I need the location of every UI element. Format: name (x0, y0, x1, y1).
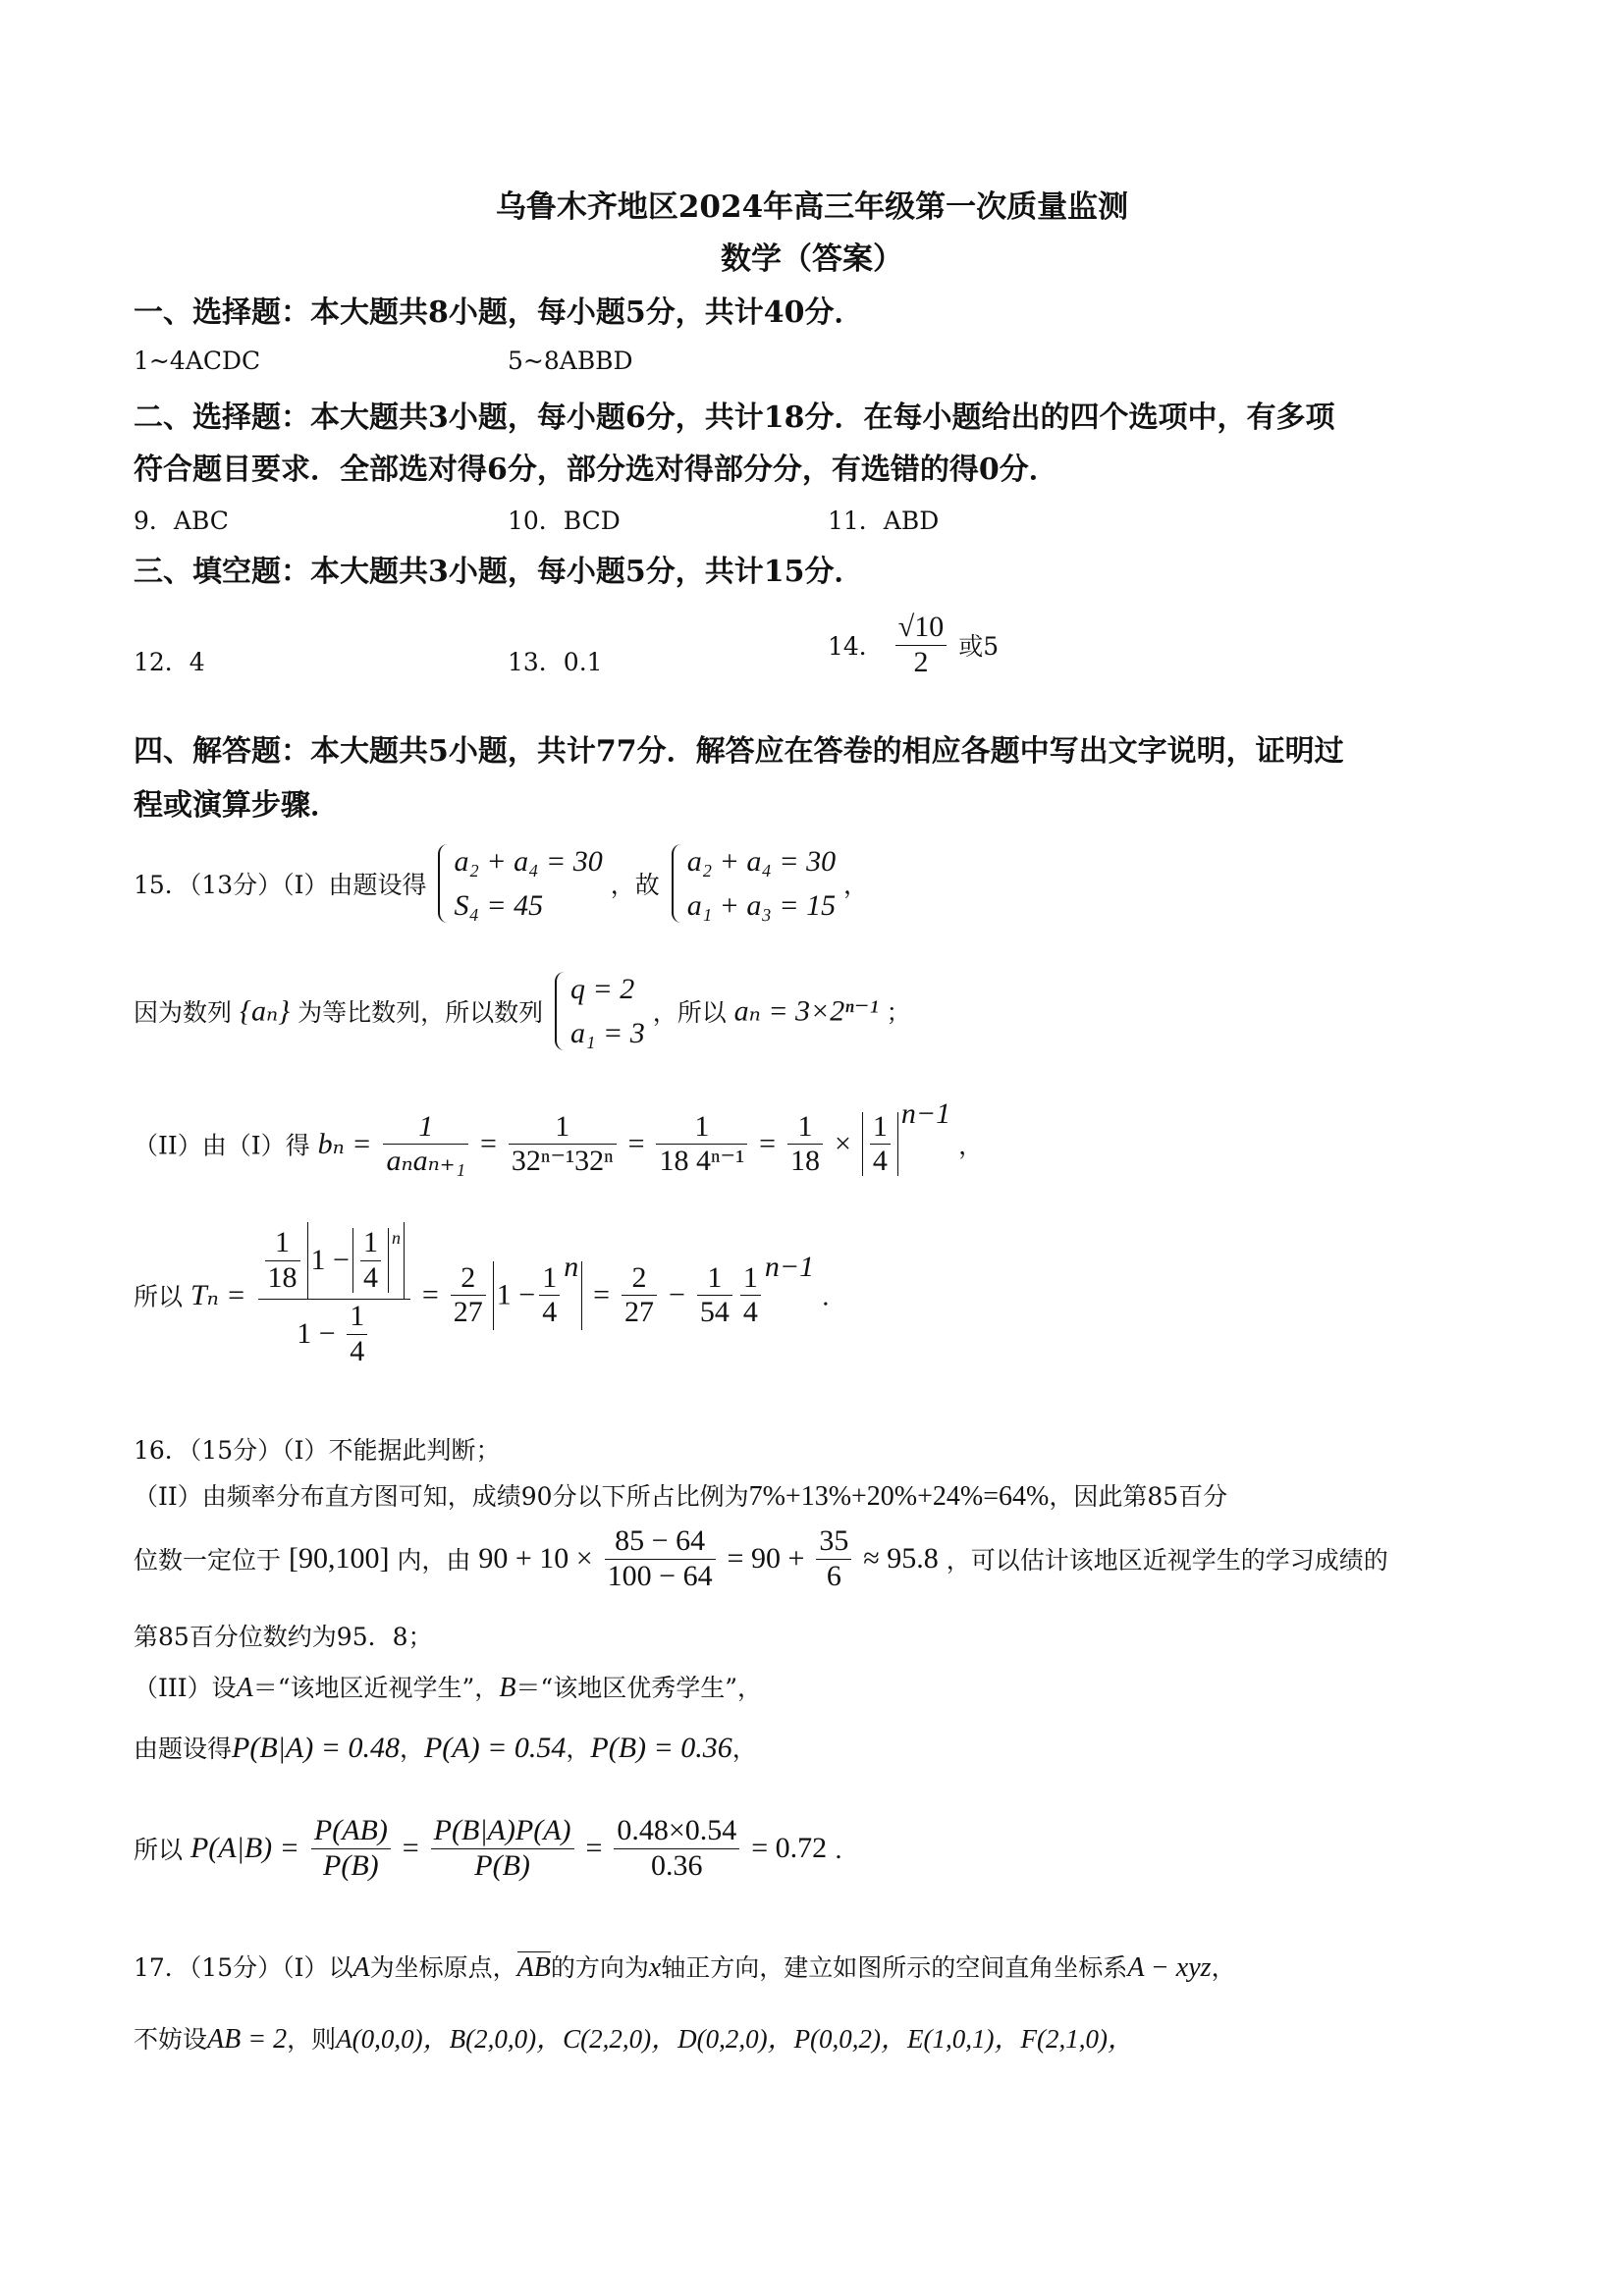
q16-event-a: A (236, 1673, 253, 1703)
q15-l3-a: （II）由（I）得 (134, 1131, 310, 1160)
q15-big-num-frac-d: 4 (362, 1260, 378, 1294)
q15-system-3 (551, 967, 645, 1055)
q16-percent-sum: 7%+13%+20%+24%=64% (748, 1481, 1050, 1512)
q15-system-2-row2: a₁ + a₃ = 15 (686, 889, 837, 922)
q15-big-numerator (258, 1222, 410, 1300)
q15-big-den-frac (347, 1300, 367, 1368)
q15-r3 (697, 1261, 732, 1330)
q15-l2-b: 为等比数列，所以数列 (298, 998, 544, 1027)
q16-line4: 第85百分位数约为95．8； (134, 1623, 433, 1651)
q15-big-den-frac-n: 1 (347, 1300, 367, 1335)
section-2-heading-line1: 二、选择题：本大题共3小题，每小题6分，共计18分．在每小题给出的四个选项中，有多项 (134, 400, 1335, 435)
q15-r2 (622, 1261, 657, 1330)
q15-l2-end: ； (886, 998, 911, 1027)
q15-r1-abs-left (493, 1261, 494, 1330)
q15-r1-d: 27 (453, 1296, 483, 1328)
section-4-heading-line2: 程或演算步骤． (134, 788, 340, 823)
q16-frac-2-num: 35 (816, 1524, 851, 1560)
q16-line6 (134, 1730, 757, 1765)
q15-eq-1: = (480, 1127, 497, 1160)
q15-l2-a: 因为数列 (134, 998, 233, 1027)
q15-system-2-row1: a₂ + a₄ = 30 (686, 845, 837, 878)
q16-frac-2-den: 6 (826, 1559, 841, 1592)
q15-label: 15．（13分）（I）由题设得 (134, 871, 427, 899)
q15-r2-d: 27 (624, 1296, 655, 1328)
q16-l3-c: ，可以估计该地区近视学生的学习成绩的 (946, 1546, 1388, 1575)
section-2-heading-line2: 符合题目要求．全部选对得6分，部分选对得部分分，有选错的得0分． (134, 453, 1058, 487)
q16-line1: 16．（15分）（I）不能据此判断； (134, 1436, 501, 1465)
q15-frac-3-num: 1 (656, 1110, 747, 1146)
section-1-heading: 一、选择题：本大题共8小题，每小题5分，共计40分． (134, 295, 864, 330)
q16-line3 (134, 1524, 1388, 1593)
q15-abs-left (862, 1112, 863, 1176)
q17-l2-b: ，则 (287, 2025, 337, 2054)
q15-system-2 (668, 839, 836, 928)
answer-10: 10．BCD (508, 507, 621, 535)
q16-p-b: P(B) = 0.36 (590, 1732, 732, 1764)
q15-frac-5-den: 4 (872, 1145, 888, 1177)
q16-l5-a: （III）设 (134, 1674, 237, 1702)
q17-l1-d: 轴正方向，建立如图所示的空间直角坐标系 (661, 1953, 1128, 1982)
q16-sep-2: ， (566, 1735, 591, 1763)
q16-l3-b: 内，由 (397, 1546, 471, 1575)
q17-l1-b: 为坐标原点， (369, 1953, 517, 1982)
q15-abs-right (897, 1112, 898, 1176)
q16-sep-1: ， (399, 1735, 424, 1763)
q15-r1 (451, 1261, 486, 1330)
q16-line7 (134, 1814, 859, 1883)
q15-r1-n: 2 (451, 1261, 486, 1297)
q16-frac-5-den: 0.36 (651, 1848, 703, 1882)
q17-line1 (134, 1949, 1236, 1984)
q16-eq-2: = (585, 1832, 603, 1864)
q16-frac-2 (816, 1524, 851, 1593)
answer-14 (828, 611, 999, 679)
q15-system-1 (434, 839, 602, 928)
q16-frac-4 (431, 1814, 574, 1883)
q15-system-3-row1: q = 2 (570, 973, 635, 1005)
q16-event-b: B (499, 1673, 516, 1703)
q15-general-term: aₙ = 3×2ⁿ⁻¹ (733, 994, 879, 1028)
q15-minus: − (668, 1278, 685, 1311)
q16-expr-2: = 90 + (727, 1542, 805, 1575)
q16-frac-4-num: P(B|A)P(A) (431, 1814, 574, 1849)
q15-line1 (134, 839, 868, 928)
answer-12: 12．4 (134, 648, 205, 676)
q15-big-num-coef-d: 18 (267, 1260, 298, 1294)
q16-l2-a: （II）由频率分布直方图可知，成绩90分以下所占比例为 (134, 1482, 749, 1511)
q17-ab-length: AB = 2 (207, 2024, 288, 2055)
q15-exp: n−1 (900, 1097, 951, 1130)
q15-big-num-abs-left (307, 1222, 308, 1299)
q15-big-num-inner-left (352, 1228, 353, 1293)
q15-frac-2-den: 32ⁿ⁻¹32ⁿ (511, 1145, 614, 1177)
q15-l3-end: ， (958, 1131, 984, 1160)
q15-system-3-row2: a₁ = 3 (570, 1017, 645, 1049)
q15-frac-1-num: 1 (383, 1110, 468, 1146)
answer-14-denominator: 2 (913, 645, 929, 678)
q15-line3 (134, 1097, 983, 1179)
q15-r4-exp: n−1 (764, 1251, 815, 1283)
q17-line2 (134, 2017, 1134, 2056)
q15-big-den-frac-d: 4 (350, 1334, 365, 1367)
q15-r1-frac (539, 1261, 560, 1330)
q16-l5-b: ＝“该地区近视学生”， (252, 1674, 500, 1702)
q17-vector-ab: AB (516, 1952, 551, 1983)
q15-frac-4-den: 18 (790, 1145, 821, 1177)
q15-line1-end: ， (843, 871, 869, 899)
q15-l2-c: ，所以 (652, 998, 727, 1027)
q15-times: × (835, 1127, 851, 1160)
q15-r2-n: 2 (622, 1261, 657, 1297)
q16-eq-1: = (402, 1832, 419, 1864)
q15-big-num-frac (360, 1226, 381, 1295)
q16-frac-1-den: 100 − 64 (607, 1559, 713, 1592)
q16-interval: [90,100] (288, 1542, 390, 1575)
q15-frac-2 (509, 1110, 617, 1179)
answer-14-label: 14． (828, 632, 884, 661)
q15-big-denominator (258, 1300, 410, 1368)
q15-big-num-one: 1 − (310, 1243, 350, 1276)
q16-p-b-given-a: P(B|A) = 0.48 (232, 1732, 400, 1764)
q15-frac-3 (656, 1110, 747, 1179)
answer-14-fraction (895, 611, 947, 679)
q15-big-fraction (258, 1222, 410, 1368)
q16-l7-end: ． (835, 1836, 860, 1864)
q16-result: = 0.72 (751, 1832, 828, 1864)
q15-big-num-frac-n: 1 (360, 1226, 381, 1261)
q16-l3-a: 位数一定位于 (134, 1546, 282, 1575)
q15-system-1-row2: S₄ = 45 (454, 889, 544, 922)
q15-tn-eq-2: = (593, 1278, 611, 1311)
q16-frac-1 (605, 1524, 716, 1593)
q15-eq-3: = (759, 1127, 777, 1160)
answer-1-4: 1~4ACDC (134, 347, 261, 375)
q17-l1-end: ， (1211, 1953, 1236, 1982)
q15-big-num-coef-n: 1 (265, 1226, 300, 1261)
q15-l4-a: 所以 (134, 1282, 184, 1311)
q15-frac-1 (383, 1110, 468, 1179)
q17-points: A(0,0,0)，B(2,0,0)，C(2,2,0)，D(0,2,0)，P(0,0,2)，E(1,0,1)，F(2,1,0)， (336, 2024, 1134, 2054)
q15-big-num-exp: n (391, 1227, 401, 1248)
q15-system-1-row1: a₂ + a₄ = 30 (454, 845, 603, 878)
q16-line2 (134, 1477, 1227, 1513)
q15-r4-d: 4 (742, 1296, 758, 1328)
q17-coord-system: A − xyz (1127, 1952, 1212, 1983)
q15-frac-2-num: 1 (509, 1110, 617, 1146)
q16-l5-c: ＝“该地区优秀学生”， (515, 1674, 762, 1702)
answer-14-numerator: √10 (895, 611, 947, 646)
q16-line5 (134, 1669, 762, 1704)
q15-eq-2: = (627, 1127, 645, 1160)
q16-frac-5 (614, 1814, 739, 1883)
q15-tn-eq-1: = (421, 1278, 439, 1311)
q16-l6-a: 由题设得 (134, 1735, 233, 1763)
q17-l1-c: 的方向为 (550, 1953, 649, 1982)
q16-frac-3-num: P(AB) (311, 1814, 391, 1849)
q15-frac-1-den: aₙaₙ₊₁ (386, 1145, 466, 1177)
q15-frac-4 (787, 1110, 823, 1179)
page-title: 乌鲁木齐地区2024年高三年级第一次质量监测 (495, 189, 1129, 225)
answer-9: 9．ABC (134, 507, 229, 535)
q16-frac-3 (311, 1814, 391, 1883)
q15-big-den-one: 1 − (297, 1316, 336, 1350)
q15-mid: ，故 (610, 871, 660, 899)
q17-x-axis: x (648, 1952, 662, 1983)
q15-l4-end: ． (822, 1282, 847, 1311)
q16-frac-1-num: 85 − 64 (605, 1524, 716, 1560)
q15-r1-frac-d: 4 (542, 1296, 558, 1328)
q16-sep-3: ， (731, 1735, 757, 1763)
section-4-heading-line1: 四、解答题：本大题共5小题，共计77分．解答应在答卷的相应各题中写出文字说明，证明过 (134, 734, 1344, 769)
q15-frac-5-num: 1 (870, 1110, 891, 1146)
q16-l7-a: 所以 (134, 1836, 184, 1864)
q16-expr-1: 90 + 10 × (478, 1542, 593, 1575)
q16-expr-3: ≈ 95.8 (863, 1542, 939, 1575)
q15-r1-frac-n: 1 (539, 1261, 560, 1297)
q15-big-num-abs-right (404, 1222, 405, 1299)
q16-lhs: P(A|B) = (189, 1832, 299, 1864)
q15-line4 (134, 1222, 846, 1368)
q15-big-num-inner-right (388, 1228, 389, 1293)
q15-bn: bₙ = (317, 1128, 372, 1160)
q15-r4 (740, 1261, 761, 1330)
section-3-heading: 三、填空题：本大题共3小题，每小题5分，共计15分． (134, 555, 864, 589)
q16-frac-3-den: P(B) (323, 1848, 379, 1882)
answer-11: 11．ABD (828, 507, 940, 535)
q16-frac-5-num: 0.48×0.54 (614, 1814, 739, 1849)
q16-p-a: P(A) = 0.54 (423, 1732, 567, 1764)
q15-frac-5 (870, 1110, 891, 1179)
q15-sequence: {aₙ} (239, 994, 291, 1028)
q15-r3-d: 54 (699, 1296, 730, 1328)
answer-14-tail: 或5 (958, 632, 1000, 661)
q15-frac-4-num: 1 (787, 1110, 823, 1146)
q15-r1-abs-right (581, 1261, 582, 1330)
q15-r1-one: 1 − (496, 1278, 536, 1311)
q16-l2-b: ，因此第85百分 (1049, 1482, 1228, 1511)
q17-l1-a: 17．（15分）（I）以 (134, 1953, 353, 1982)
q15-tn: Tₙ = (189, 1279, 246, 1311)
q17-point-a: A (352, 1952, 370, 1983)
q15-frac-3-den: 18 4ⁿ⁻¹ (659, 1145, 745, 1177)
answer-13: 13．0.1 (508, 648, 603, 676)
q15-line2 (134, 967, 911, 1055)
q15-r3-n: 1 (697, 1261, 732, 1297)
page-subtitle: 数学（答案） (721, 241, 903, 277)
q16-frac-4-den: P(B) (474, 1848, 530, 1882)
q15-big-num-coef (265, 1226, 300, 1295)
answer-5-8: 5~8ABBD (508, 347, 633, 375)
q15-r4-n: 1 (740, 1261, 761, 1297)
q15-r1-exp: n (564, 1251, 579, 1283)
q17-l2-a: 不妨设 (134, 2025, 208, 2054)
